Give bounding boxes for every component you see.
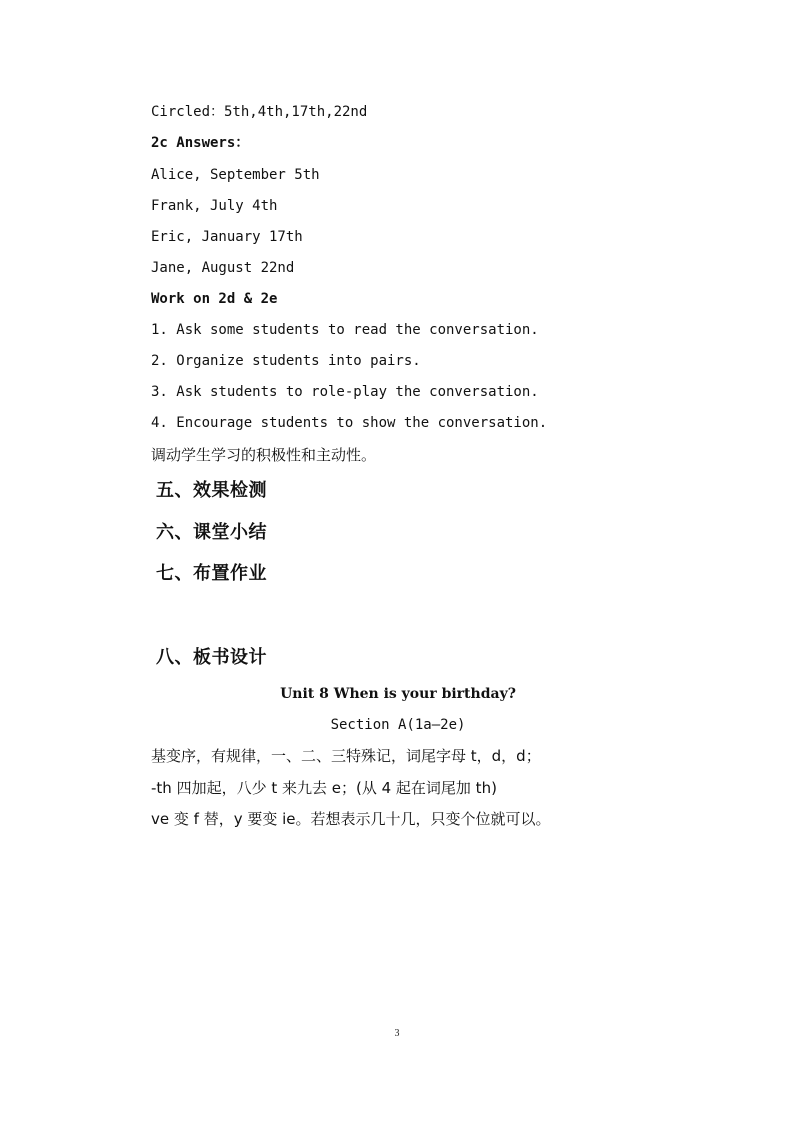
answer-frank: Frank, July 4th (151, 198, 278, 214)
answer-eric: Eric, January 17th (151, 229, 303, 245)
page-number: 3 (394, 1028, 400, 1039)
work-on-title: Work on 2d & 2e (151, 291, 278, 307)
instruction-step-4: 4. Encourage students to show the conversation. (151, 415, 548, 431)
board-rule-1: 基变序，有规律，一、二、三特殊记，词尾字母 t，d，d； (151, 747, 541, 765)
motivation-line: 调动学生学习的积极性和主动性。 (151, 446, 377, 464)
answer-jane: Jane, August 22nd (151, 260, 295, 276)
board-section-title: Section A(1a–2e) (330, 717, 466, 733)
circled-answers-line: Circled：5th,4th,17th,22nd (151, 104, 368, 120)
instruction-step-3: 3. Ask students to role-play the conversation. (151, 384, 539, 400)
answer-alice: Alice, September 5th (151, 167, 320, 183)
board-rule-2: -th 四加起，八少 t 来九去 e；(从 4 起在词尾加 th) (151, 779, 497, 797)
heading-effect-test: 五、效果检测 (156, 480, 267, 501)
board-rule-3: ve 变 f 替，y 要变 ie。若想表示几十几，只变个位就可以。 (151, 810, 551, 828)
board-unit-title: Unit 8 When is your birthday? (280, 686, 516, 702)
instruction-step-1: 1. Ask some students to read the conversation. (151, 322, 539, 338)
instruction-step-2: 2. Organize students into pairs. (151, 353, 421, 369)
heading-board-design: 八、板书设计 (156, 647, 267, 668)
heading-homework: 七、布置作业 (156, 563, 267, 584)
answers-title: 2c Answers： (151, 135, 250, 151)
heading-class-summary: 六、课堂小结 (156, 522, 267, 543)
